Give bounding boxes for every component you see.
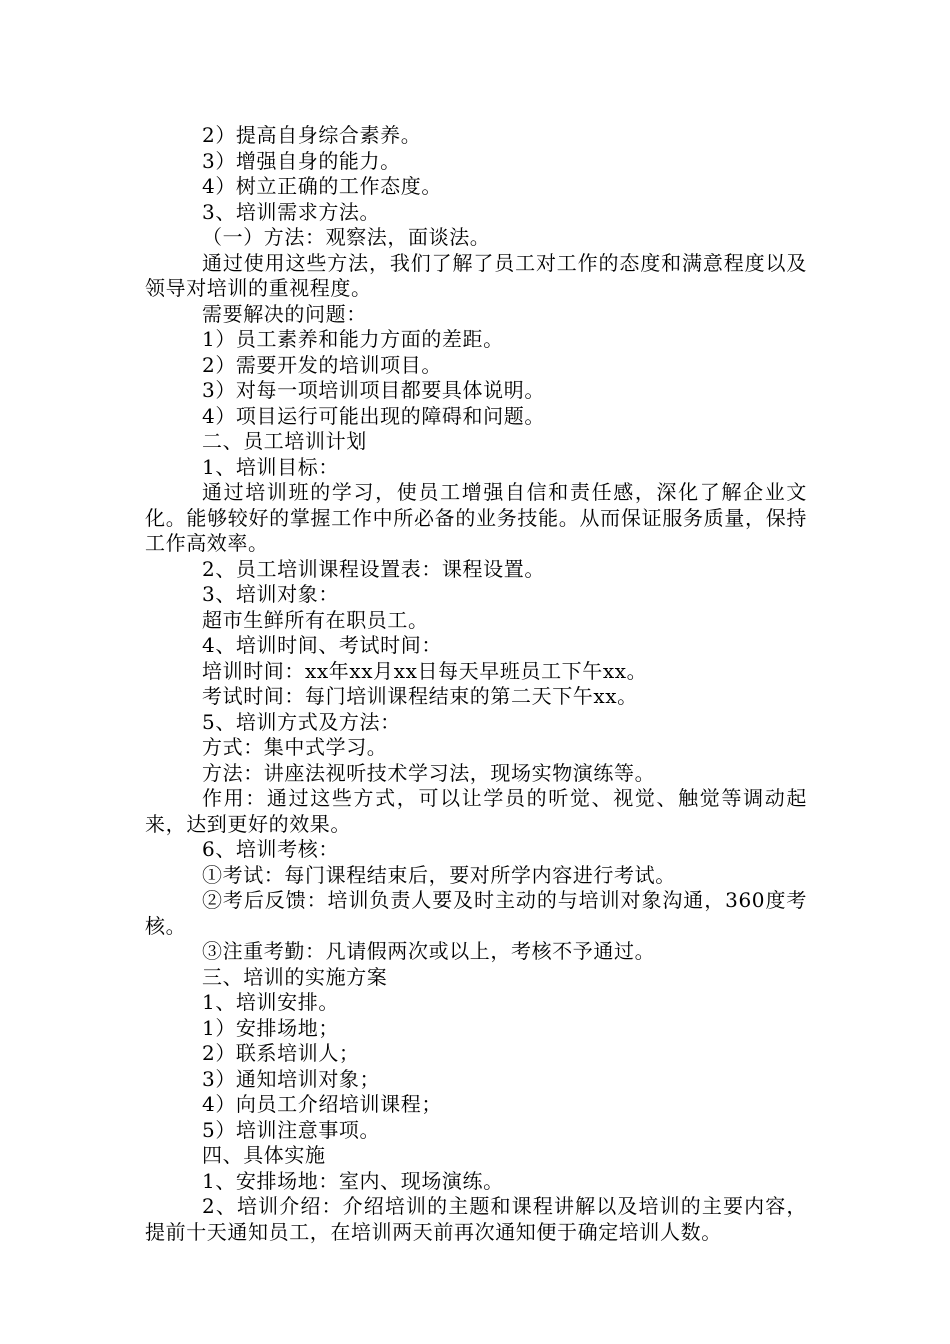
paragraph: 2）联系培训人； [202,1041,360,1065]
paragraph: （一）方法：观察法，面谈法。 [202,225,491,249]
section-heading: 二、员工培训计划 [202,429,367,453]
paragraph: 6、培训考核： [202,837,339,861]
paragraph: 考试时间：每门培训课程结束的第二天下午xx。 [202,684,638,708]
paragraph: 4）项目运行可能出现的障碍和问题。 [202,403,545,428]
paragraph: 作用：通过这些方式，可以让学员的听觉、视觉、触觉等调动起来，达到更好的效果。 [145,786,807,836]
paragraph: 4、培训时间、考试时间： [202,633,442,657]
paragraph: 5）培训注意事项。 [202,1117,381,1142]
paragraph: 超市生鲜所有在职员工。 [202,607,429,632]
paragraph: 通过培训班的学习，使员工增强自信和责任感，深化了解企业文化。能够较好的掌握工作中所必备的业务技能。从而保证服务质量，保持工作高效率。 [145,480,807,555]
paragraph: ①考试：每门课程结束后，要对所学内容进行考试。 [202,862,676,887]
paragraph: 3）通知培训对象； [202,1066,381,1091]
paragraph: 2、培训介绍：介绍培训的主题和课程讲解以及培训的主要内容，提前十天通知员工，在培训两天前再次通知便于确定培训人数。 [145,1194,807,1244]
paragraph: 1）员工素养和能力方面的差距。 [202,327,504,351]
paragraph: 1、培训安排。 [202,990,339,1014]
paragraph: 1、培训目标： [202,454,339,479]
paragraph: 1）安排场地； [202,1015,339,1040]
paragraph: 4）树立正确的工作态度。 [202,174,442,198]
paragraph: 3、培训需求方法。 [202,199,381,224]
paragraph: 1、安排场地：室内、现场演练。 [202,1168,504,1193]
paragraph: ②考后反馈：培训负责人要及时主动的与培训对象沟通，360度考核。 [145,888,807,938]
paragraph: 2）需要开发的培训项目。 [202,352,442,377]
paragraph: 2）提高自身综合素养。 [202,123,422,147]
paragraph: 5、培训方式及方法： [202,709,401,734]
paragraph: 培训时间：xx年xx月xx日每天早班员工下午xx。 [202,658,648,683]
paragraph: 4）向员工介绍培训课程； [202,1092,442,1116]
paragraph: 3、培训对象： [202,582,339,606]
document-body [145,123,807,1245]
paragraph: 3）对每一项培训项目都要具体说明。 [202,378,545,402]
paragraph: 方式：集中式学习。 [202,735,388,759]
paragraph: 需要解决的问题： [202,301,367,326]
paragraph: 3）增强自身的能力。 [202,148,401,173]
paragraph: 通过使用这些方法，我们了解了员工对工作的态度和满意程度以及领导对培训的重视程度。 [145,250,807,300]
paragraph: 方法：讲座法视听技术学习法，现场实物演练等。 [202,760,656,785]
paragraph: 2、员工培训课程设置表：课程设置。 [202,556,545,581]
section-heading: 四、具体实施 [202,1143,326,1167]
paragraph: ③注重考勤：凡请假两次或以上，考核不予通过。 [202,939,656,963]
section-heading: 三、培训的实施方案 [202,964,388,989]
